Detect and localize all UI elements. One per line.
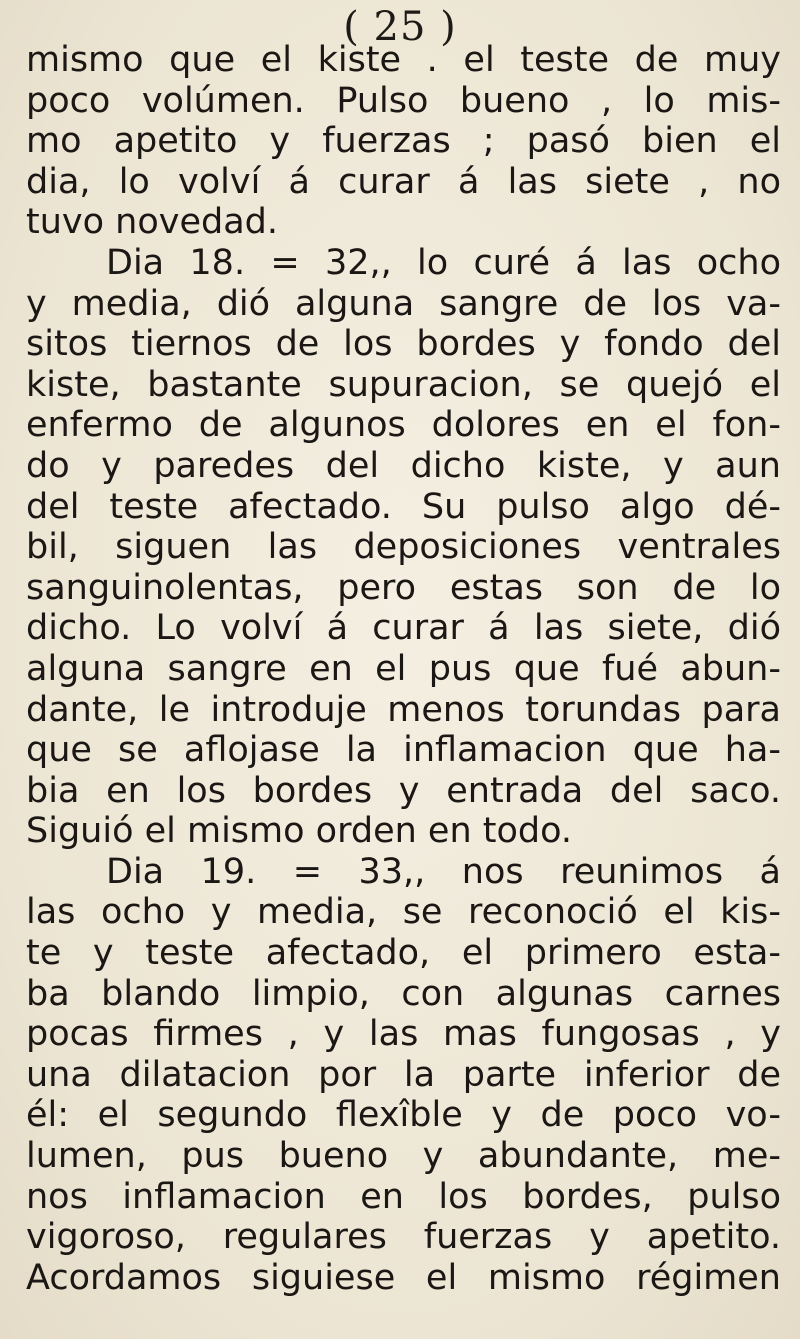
text-line: ba blando limpio, con algunas carnes (26, 973, 781, 1014)
text-line: Dia 18. = 32,, lo curé á las ocho (106, 242, 781, 283)
text-line: dia, lo volví á curar á las siete , no (26, 161, 781, 202)
text-line: do y paredes del dicho kiste, y aun (26, 445, 781, 486)
text-line: las ocho y media, se reconoció el kis- (26, 892, 781, 933)
text-line: poco volúmen. Pulso bueno , lo mis- (26, 80, 781, 121)
text-line: enfermo de algunos dolores en el fon- (26, 405, 781, 446)
text-line: lumen, pus bueno y abundante, me- (26, 1136, 781, 1177)
text-line: pocas firmes , y las mas fungosas , y (26, 1014, 781, 1055)
page-number: ( 25 ) (343, 4, 457, 50)
text-line: dante, le introduje menos torundas para (26, 689, 781, 730)
body-text (26, 40, 781, 1298)
text-line: Siguió el mismo orden en todo. (26, 811, 573, 852)
text-line: dicho. Lo volví á curar á las siete, dió (26, 608, 781, 649)
text-line: kiste, bastante supuracion, se quejó el (26, 364, 781, 405)
text-line: te y teste afectado, el primero esta- (26, 933, 781, 974)
text-line: Acordamos siguiese el mismo régimen (26, 1257, 781, 1298)
text-line: alguna sangre en el pus que fué abun- (26, 648, 781, 689)
text-line: del teste afectado. Su pulso algo dé- (26, 486, 781, 527)
text-line: vigoroso, regulares fuerzas y apetito. (26, 1217, 781, 1258)
text-line: tuvo novedad. (26, 202, 279, 243)
text-line: que se aflojase la inflamacion que ha- (26, 730, 781, 771)
text-line: mo apetito y fuerzas ; pasó bien el (26, 121, 781, 162)
text-line: una dilatacion por la parte inferior de (26, 1054, 781, 1095)
text-line: bil, siguen las deposiciones ventrales (26, 527, 781, 568)
text-line: sitos tiernos de los bordes y fondo del (26, 324, 781, 365)
text-line: mismo que el kiste . el teste de muy (26, 40, 781, 80)
text-line: bia en los bordes y entrada del saco. (26, 770, 781, 811)
text-line: y media, dió alguna sangre de los va- (26, 283, 781, 324)
text-line: nos inflamacion en los bordes, pulso (26, 1176, 781, 1217)
text-line: Dia 19. = 33,, nos reunimos á (106, 851, 781, 892)
text-line: sanguinolentas, pero estas son de lo (26, 567, 781, 608)
text-line: él: el segundo flexîble y de poco vo- (26, 1095, 781, 1136)
